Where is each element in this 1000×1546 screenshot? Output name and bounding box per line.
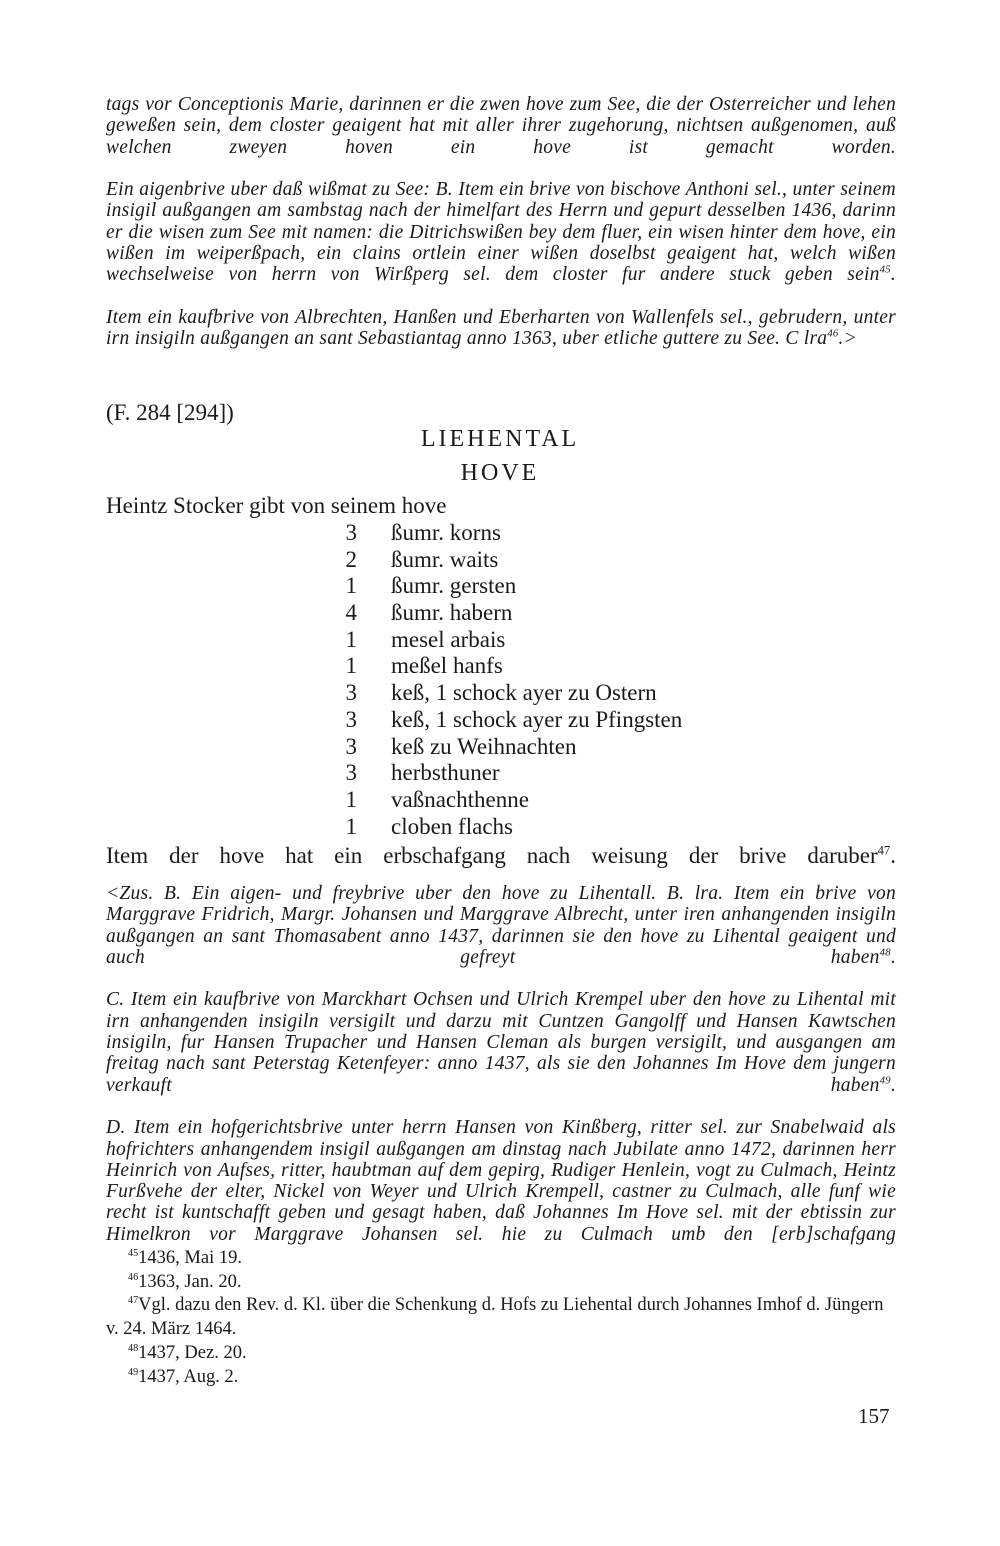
paragraph-wissmat bbox=[106, 179, 896, 307]
dues-quantity: 1 bbox=[345, 813, 357, 839]
footnote-45 bbox=[106, 1247, 896, 1271]
dues-quantity: 3 bbox=[345, 760, 357, 786]
inheritance-line-text: Item der hove hat ein erbschafgang nach weisung der brive daruber bbox=[106, 843, 878, 868]
dues-row bbox=[330, 547, 682, 574]
paragraph-wallenfels bbox=[106, 307, 896, 350]
paragraph-wissmat-text: Ein aigenbrive uber daß wißmat zu See: B. Item ein brive von bischove Anthoni sel., unter seinem insigil außgangen am sambstag nach der himelfart des Herrn und gepurt desselben 1436, darinn er die wisen zum See mit namen: die Ditrichswißen bey dem fluer, ein wisen hinter dem hove, ein wißen im weiperßpach, ein clains ortlein einer wißen doselbst geaigent hat, welch wißen wechselweise von herrn von Wirßperg sel. dem closter fur andere stuck geben sein bbox=[106, 179, 896, 286]
dues-row bbox=[330, 680, 682, 707]
inheritance-line bbox=[106, 843, 896, 869]
dues-item: herbsthuner bbox=[391, 760, 500, 786]
dues-item: ßumr. waits bbox=[391, 546, 499, 572]
dues-row bbox=[330, 520, 682, 547]
dues-item: keß, 1 schock ayer zu Pfingsten bbox=[391, 706, 683, 732]
footnote-ref-49: 49 bbox=[879, 1074, 891, 1087]
footnote-text: 1437, Aug. 2. bbox=[138, 1366, 239, 1387]
lower-text-block bbox=[106, 883, 896, 1266]
dues-item: ßumr. gersten bbox=[391, 573, 517, 599]
footnote-number: 46 bbox=[128, 1271, 139, 1283]
paragraph-wallenfels-text: Item ein kaufbrive von Albrechten, Hanßen und Eberharten von Wallenfels sel., gebrudern, unter irn insigiln außgangen an sant Sebastiantag anno 1363, uber etliche guttere zu See. C lra bbox=[106, 306, 896, 350]
dues-row bbox=[330, 787, 682, 814]
dues-quantity: 3 bbox=[345, 733, 357, 759]
footnote-48 bbox=[106, 1342, 896, 1366]
footnote-number: 48 bbox=[128, 1342, 139, 1354]
dues-intro: Heintz Stocker gibt von seinem hove bbox=[106, 493, 447, 518]
dues-item: vaßnachthenne bbox=[391, 786, 529, 812]
footnotes bbox=[106, 1247, 896, 1389]
dues-quantity: 1 bbox=[345, 786, 357, 812]
dues-row bbox=[330, 573, 682, 600]
footnote-46 bbox=[106, 1271, 896, 1295]
footnote-ref-48-suffix: . bbox=[890, 946, 896, 968]
footnote-ref-46: 46 bbox=[827, 327, 839, 340]
dues-item: ßumr. habern bbox=[391, 600, 513, 626]
paragraph-zus-b bbox=[106, 883, 896, 989]
paragraph-c-text: C. Item ein kaufbrive von Marckhart Ochsen und Ulrich Krempel uber den hove zu Lihental mit irn anhangenden insigiln versigilt und darzu mit Cuntzen Gangolff und Hansen Kawtschen insigiln, fur Hansen Trupacher und Hansen Cleman als burgen versigilt, und ausgangen am freitag nach sant Peterstag Ketenfeyer: anno 1437, als sie den Johannes Im Hove dem jungern verkauft haben bbox=[106, 989, 896, 1096]
section-heading-place: LIEHENTAL bbox=[420, 426, 580, 452]
dues-quantity: 1 bbox=[345, 626, 357, 652]
footnote-ref-49-suffix: . bbox=[890, 1074, 896, 1096]
footnote-ref-46-suffix: .> bbox=[838, 328, 858, 350]
footnote-49 bbox=[106, 1366, 896, 1390]
dues-item: mesel arbais bbox=[391, 626, 506, 652]
paragraph-zus-b-text: <Zus. B. Ein aigen- und freybrive uber den hove zu Lihentall. B. lra. Item ein brive von Marggrave Fridrich, Margr. Johansen und Marggrave Albrecht, unter iren anhangenden insigiln außgangen an sant Thomasabent anno 1437, darinnen sie den hove zu Lihental geaigent und auch gefreyt haben bbox=[106, 883, 896, 968]
dues-quantity: 1 bbox=[345, 573, 357, 599]
dues-row bbox=[330, 760, 682, 787]
footnote-number: 45 bbox=[128, 1247, 139, 1259]
top-text-block bbox=[106, 94, 896, 350]
dues-quantity: 4 bbox=[345, 600, 357, 626]
dues-row bbox=[330, 600, 682, 627]
footnote-ref-48: 48 bbox=[879, 946, 891, 959]
footnote-text: 1437, Dez. 20. bbox=[138, 1342, 247, 1363]
dues-quantity: 1 bbox=[345, 653, 357, 679]
footnote-text: 1436, Mai 19. bbox=[138, 1248, 242, 1268]
dues-item: meßel hanfs bbox=[391, 653, 503, 679]
dues-row bbox=[330, 814, 682, 841]
folio-reference: (F. 284 [294]) bbox=[106, 400, 234, 425]
dues-row bbox=[330, 707, 682, 734]
dues-quantity: 3 bbox=[345, 680, 357, 706]
paragraph-d: D. Item ein hofgerichtsbrive unter herrn Hansen von Kinßberg, ritter sel. zur Snabelwaid als hofrichters anhangendem insigil außgangen am dinstag nach Jubilate anno 1472, darinnen herr Heinrich von Aufses, ritter, haubtman auf dem gepirg, Rudiger Henlein, vogt zu Culmach, Heintz Furßvehe der elter, Nickel von Weyer und Ulrich Krempell, castner zu Culmach, alle funf wie recht ist kuntschafft geben und gesagt haben, daß Johannes Im Hove sel. mit der ebtissin zur Himelkron vor Marggrave Johansen sel. hie zu Culmach umb den [erb]schafgang bbox=[106, 1117, 896, 1245]
dues-item: keß, 1 schock ayer zu Ostern bbox=[391, 680, 657, 706]
footnote-text: 1363, Jan. 20. bbox=[138, 1271, 242, 1292]
footnote-ref-45-suffix: . bbox=[890, 264, 896, 286]
paragraph-c bbox=[106, 989, 896, 1117]
footnote-ref-47-suffix: . bbox=[890, 843, 896, 868]
footnote-ref-47: 47 bbox=[877, 843, 891, 858]
dues-item: ßumr. korns bbox=[391, 520, 501, 545]
dues-list bbox=[330, 520, 682, 840]
dues-quantity: 3 bbox=[345, 706, 357, 732]
page-number: 157 bbox=[858, 1404, 890, 1428]
footnote-text: Vgl. dazu den Rev. d. Kl. über die Schenkung d. Hofs zu Liehental durch Johannes Imhof d. Jüngern v. 24. März 1464. bbox=[106, 1295, 884, 1340]
dues-item: cloben flachs bbox=[391, 813, 513, 839]
dues-item: keß zu Weihnachten bbox=[391, 733, 577, 759]
footnote-47 bbox=[106, 1294, 896, 1341]
dues-quantity: 3 bbox=[345, 520, 357, 545]
footnote-number: 47 bbox=[128, 1295, 139, 1307]
paragraph-conceptionis: tags vor Conceptionis Marie, darinnen er die zwen hove zum See, die der Osterreicher und lehen geweßen sein, dem closter geaigent hat mit aller ihrer zugehorung, nichtsen außgenomen, auß welchen zweyen hoven ein hove ist gemacht worden. bbox=[106, 94, 896, 158]
footnote-ref-45: 45 bbox=[879, 263, 891, 276]
dues-row bbox=[330, 627, 682, 654]
section-heading-sub: HOVE bbox=[460, 460, 540, 486]
dues-quantity: 2 bbox=[345, 546, 357, 572]
dues-row bbox=[330, 653, 682, 680]
footnote-number: 49 bbox=[128, 1366, 139, 1378]
dues-row bbox=[330, 734, 682, 761]
